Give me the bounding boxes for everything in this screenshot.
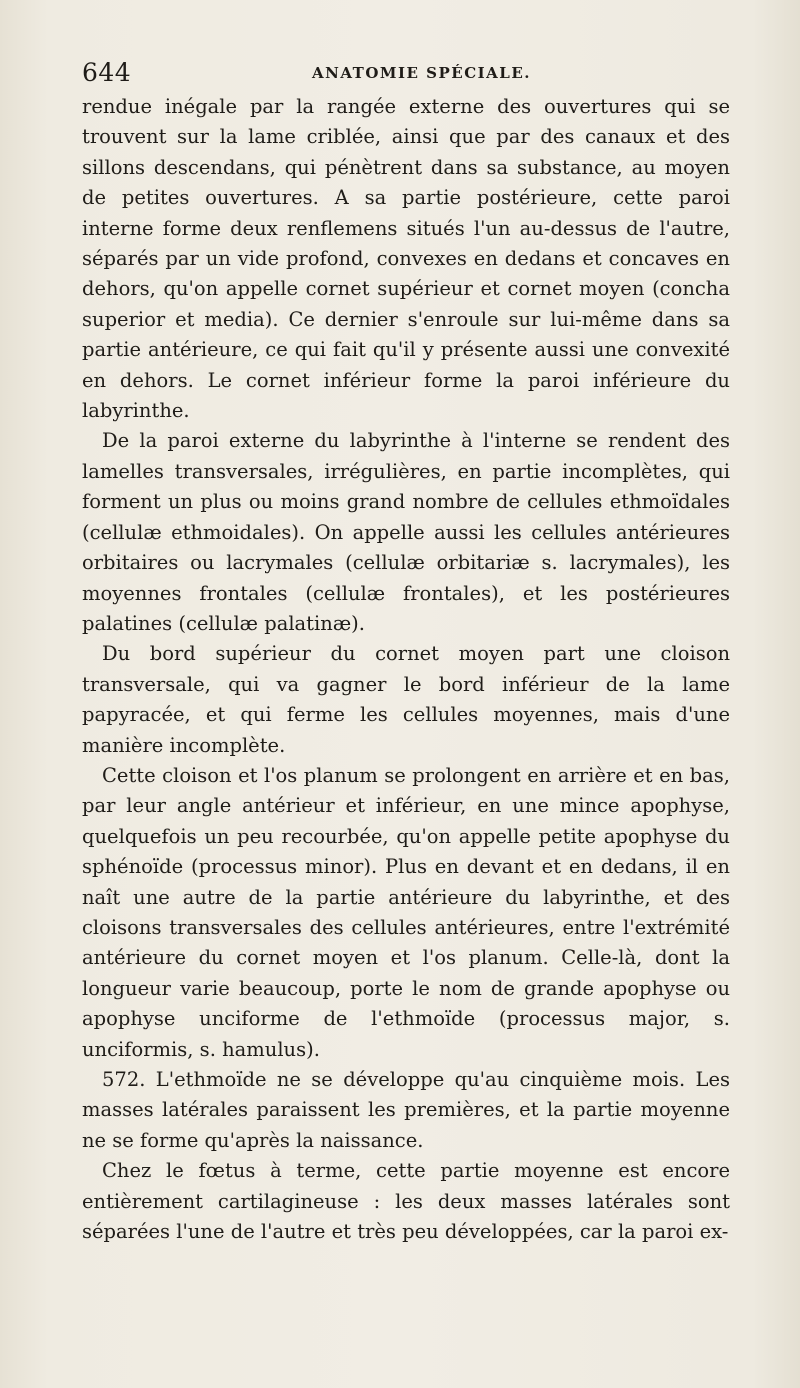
- paragraph: De la paroi externe du labyrinthe à l'interne se rendent des lamelles transversales, irrégulières, en partie incomplètes, qui forment un plus ou moins grand nombre de cellules ethmoïdales (cellulæ ethmoidales). On appelle aussi les cellules antérieures orbitaires ou lacrymales (cellulæ orbitariæ s. lacrymales), les moyennes frontales (cellulæ frontales), et les postérieures palatines (cellulæ palatinæ).: [82, 429, 730, 635]
- page-header: [82, 58, 732, 88]
- page-number: 644: [82, 58, 132, 87]
- paragraph: Cette cloison et l'os planum se prolongent en arrière et en bas, par leur angle antérieur et inférieur, en une mince apophyse, quelquefois un peu recourbée, qu'on appelle petite apophyse du sphénoïde (processus minor). Plus en devant et en dedans, il en naît une autre de la partie antérieure du labyrinthe, et des cloisons transversales des cellules antérieures, entre l'extrémité antérieure du cornet moyen et l'os planum. Celle-là, dont la longueur varie beaucoup, porte le nom de grande apophyse ou apophyse unciforme de l'ethmoïde (processus major, s. unciformis, s. hamulus).: [82, 763, 730, 1061]
- paragraph: Chez le fœtus à terme, cette partie moyenne est encore entièrement cartilagineuse : les deux masses latérales sont séparées l'une de l'autre et très peu développées, car la paroi ex-: [82, 1159, 730, 1244]
- paragraph: Du bord supérieur du cornet moyen part une cloison transversale, qui va gagner le bord inférieur de la lame papyracée, et qui ferme les cellules moyennes, mais d'une manière incomplète.: [82, 642, 730, 757]
- running-head: ANATOMIE SPÉCIALE.: [312, 64, 532, 82]
- paragraph: rendue inégale par la rangée externe des ouvertures qui se trouvent sur la lame criblée, ainsi que par des canaux et des sillons descendans, qui pénètrent dans sa substance, au moyen de petites ouvertures. A sa partie postérieure, cette paroi interne forme deux renflemens situés l'un au-dessus de l'autre, séparés par un vide profond, convexes en dedans et concaves en dehors, qu'on appelle cornet supérieur et cornet moyen (concha superior et media). Ce dernier s'enroule sur lui-même dans sa partie antérieure, ce qui fait qu'il y présente aussi une convexité en dehors. Le cornet inférieur forme la paroi inférieure du labyrinthe.: [82, 95, 730, 423]
- body-text: [82, 92, 730, 1247]
- paragraph: 572. L'ethmoïde ne se développe qu'au cinquième mois. Les masses latérales paraissent les premières, et la partie moyenne ne se forme qu'après la naissance.: [82, 1068, 730, 1152]
